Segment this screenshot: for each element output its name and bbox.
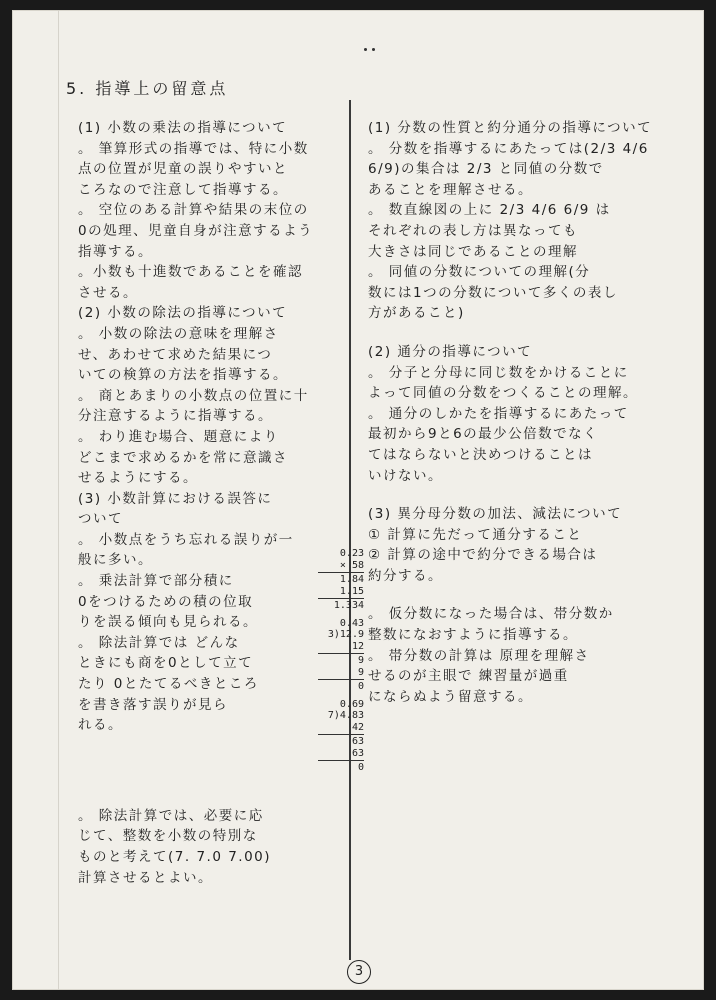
text-line: にならぬよう留意する。 bbox=[368, 688, 533, 705]
text-line: 。 分数を指導するにあたっては(2/3 4/6 bbox=[368, 140, 649, 157]
text-line: りを誤る傾向も見られる。 bbox=[78, 614, 258, 631]
text-line: 。 通分のしかたを指導するにあたって bbox=[368, 405, 629, 422]
text-line: ② 計算の途中で約分できる場合は bbox=[368, 547, 598, 564]
text-line: 0をつけるための積の位取 bbox=[78, 593, 254, 610]
calc-line: × 58 bbox=[339, 559, 364, 571]
worked-calculations bbox=[304, 548, 364, 774]
text-line: 。 分子と分母に同じ数をかけることに bbox=[368, 364, 629, 381]
calc-line: 1.15 bbox=[339, 585, 364, 597]
text-line: 分注意するように指導する。 bbox=[78, 408, 273, 425]
calc-line: 1.84 bbox=[339, 574, 364, 585]
text-line: 約分する。 bbox=[368, 567, 443, 584]
text-line: せるのが主眼で 練習量が過重 bbox=[368, 668, 569, 685]
text-line: 。 小数点をうち忘れる誤りが一 bbox=[78, 531, 294, 548]
page-number: 3 bbox=[347, 960, 371, 984]
calc-line: 0.23 bbox=[339, 548, 364, 559]
text-line: よって同値の分数をつくることの理解。 bbox=[368, 385, 638, 402]
calc-line: 12 bbox=[351, 640, 364, 652]
text-line: 点の位置が児童の誤りやすいと bbox=[78, 161, 288, 178]
text-line: 。 筆算形式の指導では、特に小数 bbox=[78, 140, 309, 157]
text-line: 。 空位のある計算や結果の末位の bbox=[78, 202, 309, 219]
text-line: ① 計算に先だって通分すること bbox=[368, 526, 583, 543]
text-line: 0の処理、児童自身が注意するよう bbox=[78, 222, 314, 239]
text-line: (3) 小数計算における誤答に bbox=[78, 490, 273, 507]
text-line: を書き落す誤りが見ら bbox=[78, 696, 228, 713]
text-line: 。 商とあまりの小数点の位置に十 bbox=[78, 387, 309, 404]
text-line: 。 乗法計算で部分積に bbox=[78, 573, 234, 590]
text-line: 。 数直線図の上に 2/3 4/6 6/9 は bbox=[368, 202, 611, 219]
punch-mark bbox=[364, 48, 367, 51]
text-line: 。 除法計算では、必要に応 bbox=[78, 807, 264, 824]
calc-line: 3)12.9 bbox=[327, 629, 364, 640]
text-line: (2) 通分の指導について bbox=[368, 343, 533, 360]
text-line: それぞれの表し方は異なっても bbox=[368, 222, 578, 239]
text-line: 。 わり進む場合、題意により bbox=[78, 428, 279, 445]
right-column bbox=[368, 118, 686, 707]
text-line: てはならないと決めつけることは bbox=[368, 446, 593, 463]
text-line: させる。 bbox=[78, 284, 138, 301]
text-line: 6/9)の集合は 2/3 と同値の分数で bbox=[368, 161, 604, 178]
calc-line: 7)4.83 bbox=[327, 710, 364, 721]
text-line: 最初から9と6の最少公倍数でなく bbox=[368, 426, 599, 443]
calc-line: 0.43 bbox=[339, 617, 364, 629]
page-fold-line bbox=[58, 10, 59, 990]
text-line: 指導する。 bbox=[78, 243, 153, 260]
text-line: 。 同値の分数についての理解(分 bbox=[368, 264, 591, 281]
text-line: (3) 異分母分数の加法、減法について bbox=[368, 506, 623, 523]
text-line: ころなので注意して指導する。 bbox=[78, 181, 288, 198]
calc-line: 9 bbox=[357, 666, 364, 678]
text-line: 大きさは同じであることの理解 bbox=[368, 243, 578, 260]
text-line: 。 帯分数の計算は 原理を理解さ bbox=[368, 647, 590, 664]
text-line: じて、整数を小数の特別な bbox=[78, 828, 258, 845]
text-line: たり 0とたてるべきところ bbox=[78, 676, 259, 693]
text-line: れる。 bbox=[78, 717, 123, 734]
calc-line: 0 bbox=[357, 762, 364, 773]
calc-line: 63 bbox=[351, 736, 364, 747]
text-line: 方があること) bbox=[368, 305, 465, 322]
calc-line: 0.69 bbox=[339, 698, 364, 710]
text-line: あることを理解させる。 bbox=[368, 181, 533, 198]
text-line: ときにも商を0として立て bbox=[78, 655, 254, 672]
text-line: 。 仮分数になった場合は、帯分数か bbox=[368, 606, 614, 623]
text-line: 計算させるとよい。 bbox=[78, 869, 213, 886]
text-line: 。 小数の除法の意味を理解さ bbox=[78, 325, 279, 342]
text-line: (1) 小数の乗法の指導について bbox=[78, 120, 288, 136]
text-line: 。小数も十進数であることを確認 bbox=[78, 264, 303, 281]
text-line: 整数になおすように指導する。 bbox=[368, 627, 578, 644]
text-line: せるようにする。 bbox=[78, 470, 198, 487]
calc-line: 9 bbox=[357, 655, 364, 666]
text-line: ついて bbox=[78, 511, 123, 528]
calc-line: 1.334 bbox=[333, 600, 364, 611]
text-line: (2) 小数の除法の指導について bbox=[78, 305, 288, 322]
text-line: ものと考えて(7. 7.0 7.00) bbox=[78, 849, 272, 865]
text-line: どこまで求めるかを常に意識さ bbox=[78, 449, 288, 466]
text-line: せ、あわせて求めた結果につ bbox=[78, 346, 273, 363]
text-line: いての検算の方法を指導する。 bbox=[78, 367, 288, 384]
calc-line: 63 bbox=[351, 747, 364, 759]
section-heading: 5. 指導上の留意点 bbox=[66, 79, 229, 98]
calc-line: 42 bbox=[351, 721, 364, 733]
punch-mark bbox=[372, 48, 375, 51]
text-line: (1) 分数の性質と約分通分の指導について bbox=[368, 120, 653, 136]
text-line: いけない。 bbox=[368, 467, 443, 484]
text-line: 数には1つの分数について多くの表し bbox=[368, 284, 618, 301]
calc-line: 0 bbox=[357, 681, 364, 692]
document-page bbox=[12, 10, 704, 990]
text-line: 般に多い。 bbox=[78, 552, 153, 569]
text-line: 。 除法計算では どんな bbox=[78, 634, 240, 651]
